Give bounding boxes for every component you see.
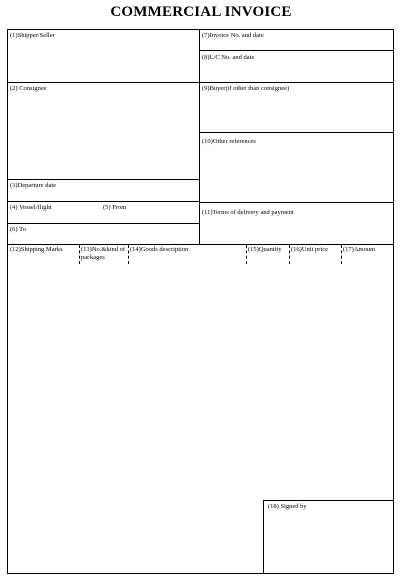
invoice-no-field[interactable] xyxy=(199,29,394,51)
other-references-field[interactable] xyxy=(199,132,394,203)
table-top-line xyxy=(7,244,394,245)
lc-no-field[interactable] xyxy=(199,50,394,83)
goods-body[interactable] xyxy=(8,265,393,500)
lc-no-label: (8)L/C No. and date xyxy=(202,54,255,61)
col-unit-price: (16)Unit price xyxy=(291,246,329,253)
terms-field[interactable] xyxy=(199,202,394,245)
departure-date-field[interactable] xyxy=(7,179,200,202)
to-label: (6) To xyxy=(10,226,26,233)
from-label[interactable]: (5) From xyxy=(103,204,127,211)
to-field[interactable] xyxy=(7,223,200,245)
buyer-label: (9)Buyer(if other than consignee) xyxy=(202,85,290,92)
col-divider xyxy=(128,245,129,264)
consignee-label: (2) Consignee xyxy=(10,85,47,92)
vessel-from-row xyxy=(7,201,200,224)
page-title: COMMERCIAL INVOICE xyxy=(110,4,292,20)
consignee-field[interactable] xyxy=(7,82,200,180)
vessel-label[interactable]: (4) Vessel/flight xyxy=(10,204,52,211)
invoice-no-label: (7)Invoice No. and date xyxy=(202,32,264,39)
col-goods-description: (14)Goods description xyxy=(130,246,189,253)
other-references-label: (10)Other references xyxy=(202,138,256,145)
col-shipping-marks: (12)Shipping Marks xyxy=(10,246,63,253)
col-amount: (17)Amount xyxy=(343,246,376,253)
signed-by-label: (18) Signed by xyxy=(268,503,307,510)
signed-by-field[interactable] xyxy=(263,500,394,574)
col-divider xyxy=(341,245,342,264)
buyer-field[interactable] xyxy=(199,82,394,133)
terms-label: (11)Terms of delivery and payment xyxy=(202,209,294,216)
departure-date-label: (3)Departure date xyxy=(10,182,57,189)
shipper-label: (1)Shipper/Seller xyxy=(10,32,55,39)
col-divider xyxy=(289,245,290,264)
shipper-field[interactable] xyxy=(7,29,200,83)
col-divider xyxy=(246,245,247,264)
col-quantity: (15)Quantity xyxy=(248,246,282,253)
col-packages: (13)No.&kind of packages xyxy=(81,246,126,261)
col-divider xyxy=(79,245,80,264)
